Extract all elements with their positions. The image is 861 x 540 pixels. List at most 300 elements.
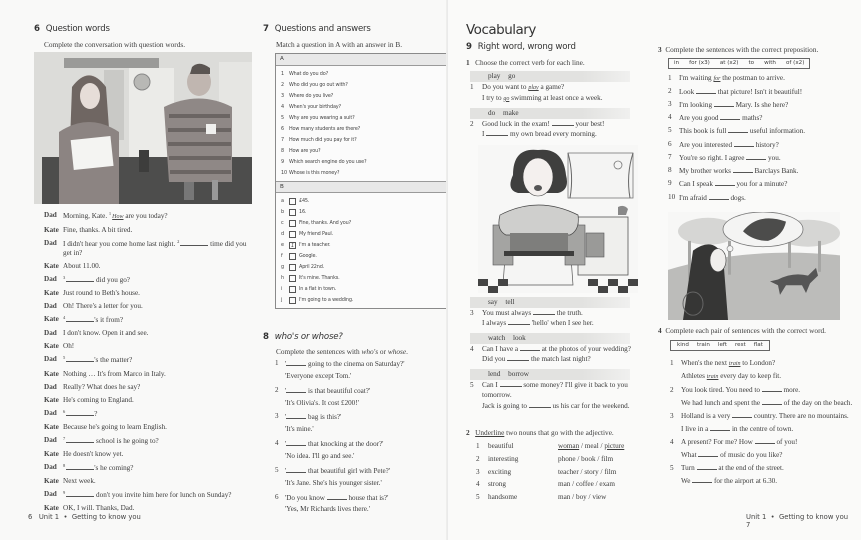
item-number: 2 [668, 86, 672, 95]
item-number: 1 [275, 359, 279, 367]
answer-checkbox[interactable] [289, 198, 296, 205]
line-text: in the centre of town. [730, 425, 794, 434]
gap-number: 6 [63, 408, 66, 414]
preposition-sentences [668, 74, 858, 206]
answer-blank[interactable] [697, 463, 717, 470]
line-text: you. [766, 153, 781, 162]
page-footer-left [28, 513, 141, 521]
dialogue-line [44, 239, 254, 258]
speaker: Dad [44, 490, 57, 499]
response-text: 'No idea. I'll go and see.' [285, 452, 355, 461]
part-number: 3 [658, 45, 662, 54]
speaker: Dad [44, 436, 57, 444]
line-text: Mary. Is she here? [733, 101, 789, 110]
answer-blank[interactable] [66, 463, 94, 470]
line-text: My brother works [679, 167, 733, 176]
dialogue-line [44, 383, 254, 392]
line-text: I'm waiting [679, 74, 714, 82]
preposition-sentence [668, 166, 858, 176]
answer-blank[interactable] [285, 439, 306, 449]
gap-number: 8 [63, 463, 66, 469]
question-text: that knocking at the door?' [306, 440, 384, 449]
question-text: that beautiful girl with Pete?' [306, 466, 391, 475]
dialogue-line [44, 355, 254, 365]
noun-option[interactable]: man [558, 493, 571, 502]
question-item [281, 80, 445, 91]
answer-text: In a flat in town. [299, 286, 337, 292]
answer-blank[interactable] [486, 129, 508, 136]
question-text: is that beautiful coat?' [306, 386, 371, 395]
answer-checkbox[interactable] [289, 209, 296, 216]
dialogue-line [44, 409, 254, 419]
line-text: the truth. [555, 309, 583, 317]
answer-checkbox[interactable] [289, 220, 296, 227]
instruction-text: Complete the sentences with [276, 347, 362, 356]
answer-text: It's mine. Thanks. [299, 275, 340, 281]
noun-option[interactable]: picture [604, 442, 625, 450]
adjective-row: 2 interesting phone / book / film [476, 455, 646, 468]
answer-blank[interactable] [507, 354, 529, 361]
answer-blank[interactable] [500, 380, 522, 387]
filled-answer: train [728, 361, 741, 367]
noun-option[interactable]: teacher [558, 467, 579, 476]
instruction-text: two nouns that go with the adjective. [504, 428, 614, 437]
instruction-text: Choose the correct verb for each line. [475, 58, 585, 67]
item-number: 1 [668, 74, 672, 82]
exercise-number: 6 [34, 24, 40, 34]
filled-answer: How [112, 214, 124, 220]
item-number: 3 [281, 93, 284, 99]
question-item [281, 146, 445, 157]
word-chip: say tell [470, 297, 630, 308]
answer-blank[interactable] [66, 315, 94, 322]
line-text: I always [482, 319, 508, 328]
line-text: the match last night? [529, 355, 591, 364]
noun-option[interactable]: boy [575, 493, 587, 502]
ex8-item [275, 439, 445, 464]
scared-woman-dog-illustration [668, 212, 840, 320]
question-item [281, 91, 445, 102]
speaker: Kate [44, 342, 59, 351]
line-text: Athletes [681, 372, 707, 381]
answer-blank[interactable] [66, 436, 94, 443]
line-text: to London? [740, 359, 776, 367]
part-4-instruction [658, 326, 826, 335]
answer-blank[interactable] [733, 166, 753, 173]
answer-blank[interactable] [286, 466, 306, 473]
baking-woman-illustration [478, 145, 638, 293]
speaker: Kate [44, 422, 59, 431]
section-title: Vocabulary [466, 22, 536, 38]
answer-blank[interactable] [732, 411, 752, 418]
word-option: kind [677, 342, 689, 348]
verb-line [470, 129, 645, 139]
baker-icon [478, 145, 638, 293]
answer-blank[interactable] [734, 140, 754, 147]
line-text: Can I [482, 381, 500, 389]
item-number: 3 [668, 100, 672, 109]
item-number: 7 [668, 152, 672, 161]
noun-option[interactable]: view [592, 493, 607, 502]
dialogue-line [44, 302, 254, 311]
answer-blank[interactable] [762, 398, 782, 405]
gap-number: 9 [63, 490, 66, 496]
part-number: 2 [466, 428, 470, 437]
item-letter: g [281, 264, 284, 270]
exercise-9-heading [466, 42, 576, 53]
item-number: 4 [281, 104, 284, 110]
adjective-table [476, 442, 646, 506]
instruction-word: whose [387, 347, 407, 356]
answer-blank[interactable] [286, 359, 306, 366]
item-number: 2 [275, 385, 279, 394]
item-number: 6 [668, 139, 672, 148]
line-text: some money? I'll give it back to you tomorrow. [482, 381, 628, 400]
exercise-7-heading [263, 24, 371, 35]
adjective-row: 1 beautiful woman / meal / picture [476, 442, 646, 455]
adjective: handsome [488, 493, 518, 502]
word-chip: watch look [470, 333, 630, 344]
answer-text: £45. [299, 198, 310, 204]
item-number: 2 [476, 454, 480, 463]
item-number: 4 [275, 439, 279, 448]
page-number: 7 [746, 521, 751, 530]
noun-option[interactable]: exam [599, 480, 615, 489]
answer-text: Google. [299, 253, 317, 259]
gap-number: 5 [63, 355, 66, 361]
dialogue-line [44, 423, 254, 432]
exercise-7-instruction: Match a question in A with an answer in B. [276, 40, 403, 49]
speaker: Kate [44, 288, 59, 297]
line-text: Jack is going to [482, 401, 529, 410]
instruction-text: Complete the sentences with the correct preposition. [665, 45, 819, 54]
page-number: 6 [28, 513, 33, 521]
item-number: 3 [476, 467, 480, 476]
answer-blank[interactable] [728, 126, 748, 133]
line-text: did you go? [94, 275, 130, 284]
item-letter: a [281, 198, 284, 204]
answer-blank[interactable] [508, 318, 530, 325]
line-text: Fine, thanks. A bit tired. [63, 225, 133, 234]
dialogue-line [44, 262, 254, 271]
answer-blank[interactable] [66, 490, 94, 497]
noun-option[interactable]: coffee [575, 480, 594, 489]
preposition-sentence [668, 100, 858, 110]
speaker: Kate [44, 315, 59, 324]
kitchen-photo-icon [34, 52, 252, 204]
word-option: train [696, 342, 710, 348]
answer-blank[interactable] [720, 113, 740, 120]
speaker: Dad [44, 382, 57, 391]
ex8-item [275, 386, 445, 411]
answer-blank[interactable] [327, 493, 347, 500]
verb-line [470, 119, 645, 129]
response-text: 'It's Jane. She's his younger sister.' [285, 478, 382, 487]
line-text: 's the matter? [94, 356, 133, 365]
exercise-title: Question words [45, 24, 110, 34]
ex8-item [275, 359, 445, 384]
answer-blank[interactable] [180, 239, 208, 246]
answer-blank[interactable] [533, 308, 555, 315]
line-text: at the photos of your wedding? [539, 345, 631, 353]
answer-item [281, 284, 445, 295]
item-number: 5 [275, 465, 279, 474]
line-text: Are you good [679, 114, 721, 123]
line-text: of the day on the beach. [781, 398, 853, 407]
dialogue-line [44, 436, 254, 446]
preposition-option: with [764, 60, 776, 66]
question-text: Why are you wearing a suit? [289, 115, 355, 121]
line-text: country. There are no mountains. [752, 411, 849, 420]
response-text: 'Everyone except Tom.' [285, 371, 352, 380]
line-text: Oh! [63, 342, 75, 351]
exercise-8-heading [263, 332, 343, 343]
question-text: house that is?' [346, 493, 389, 502]
answer-blank[interactable] [286, 386, 306, 393]
item-number: 3 [670, 411, 674, 420]
answer-blank[interactable] [696, 87, 716, 94]
dialogue-line [44, 463, 254, 473]
word-pairs [670, 358, 855, 489]
photo-kate-and-dad [34, 52, 252, 204]
response-text: 'It's mine.' [285, 425, 314, 434]
item-number: 6 [275, 492, 279, 501]
answer-item [281, 262, 445, 273]
question-text: Whose is this money? [289, 170, 340, 176]
verb-group [470, 297, 650, 329]
question-item [281, 124, 445, 135]
speaker: Kate [44, 450, 59, 459]
question-text: Who did you go out with? [289, 82, 348, 88]
line-text: About 11.00. [63, 261, 101, 270]
answer-checkbox[interactable] [289, 231, 296, 238]
answer-blank[interactable] [746, 153, 766, 160]
item-number: 8 [668, 166, 672, 175]
answer-item [281, 229, 445, 240]
answer-blank[interactable] [714, 100, 734, 107]
line-text: maths? [740, 114, 763, 123]
answer-blank[interactable] [552, 119, 574, 126]
word-option: left [717, 342, 727, 348]
speaker: Dad [44, 355, 57, 364]
exercise-title: who's or whose? [274, 332, 343, 342]
answer-blank[interactable] [520, 344, 540, 351]
line-text: Look [679, 87, 696, 96]
exercise-number: 7 [263, 24, 269, 34]
line-text: Do you want to [482, 83, 529, 91]
answer-blank[interactable] [710, 424, 730, 431]
speaker: Kate [44, 477, 59, 486]
ex8-list [275, 359, 445, 519]
dialogue-line [44, 370, 254, 379]
line-text: You must always [482, 309, 533, 317]
word-option: rest [734, 342, 746, 348]
verb-line [470, 401, 648, 411]
dialogue-line [44, 342, 254, 351]
dog-fear-icon [668, 212, 840, 320]
answer-checkbox[interactable]: 1 [290, 243, 295, 249]
bullet-separator: • [770, 513, 775, 521]
instruction-text: . [406, 347, 408, 356]
line-text: of music do you like? [718, 451, 783, 460]
filled-answer: train [706, 374, 719, 381]
answers-list [276, 193, 449, 308]
line-text: Morning, Kate. [63, 212, 109, 220]
part-2-instruction [466, 428, 614, 437]
answer-text: I'm going to a wedding. [299, 297, 354, 303]
item-letter: f [281, 253, 283, 259]
line-text: more. [781, 385, 801, 394]
line-text: Did you [482, 355, 508, 364]
answer-blank[interactable] [66, 275, 94, 282]
item-number: 10 [668, 192, 676, 201]
noun-option[interactable]: story [584, 467, 599, 476]
answer-blank[interactable] [285, 412, 306, 422]
line-text: We [681, 477, 693, 486]
item-number: 4 [476, 480, 480, 489]
exercise-title: Right word, wrong word [477, 42, 576, 52]
item-letter: i [281, 286, 283, 292]
answer-blank[interactable] [698, 450, 718, 457]
answer-checkbox[interactable] [289, 286, 296, 293]
line-text: Can I speak [679, 180, 715, 189]
line-text: your best! [573, 120, 605, 128]
item-letter: b [281, 209, 284, 215]
item-number: 3 [275, 412, 279, 421]
preposition-option: in [674, 60, 680, 66]
item-number: 5 [668, 126, 672, 135]
dialogue-line [44, 275, 254, 285]
speaker: Dad [44, 302, 57, 311]
preposition-sentence [668, 126, 858, 136]
line-text: He doesn't know yet. [63, 450, 124, 459]
line-text: for the airport at 6.30. [712, 477, 778, 486]
item-letter: j [281, 297, 283, 303]
speaker: Kate [44, 261, 59, 270]
answer-checkbox[interactable] [289, 297, 296, 304]
answer-item [281, 196, 445, 207]
dialogue-line [44, 289, 254, 298]
speaker: Dad [44, 238, 57, 247]
column-b-header: B [276, 181, 449, 193]
instruction-word: who's [361, 347, 379, 356]
speaker: Kate [44, 504, 59, 513]
verb-group [470, 108, 645, 140]
question-text: Which search engine do you use? [289, 159, 367, 165]
item-number: 5 [476, 493, 480, 502]
item-number: 9 [281, 159, 284, 165]
answer-blank[interactable] [66, 409, 94, 416]
dialogue [44, 211, 254, 518]
item-number: 8 [281, 148, 284, 154]
answer-checkbox[interactable] [289, 264, 296, 271]
answer-text: My friend Paul. [299, 231, 334, 237]
word-chip: do make [470, 108, 630, 119]
item-number: 1 [670, 359, 674, 367]
questions-list [276, 66, 449, 181]
line-text: you for a minute? [734, 180, 788, 189]
verb-group [470, 369, 648, 411]
question-item [281, 69, 445, 80]
noun-option[interactable]: film [601, 454, 614, 463]
verb-line [470, 354, 652, 364]
answer-checkbox[interactable] [289, 253, 296, 260]
answer-checkbox[interactable] [289, 275, 296, 282]
part-number: 4 [658, 326, 662, 335]
answer-item [281, 273, 445, 284]
answer-blank[interactable] [66, 355, 94, 362]
line-text: When's the next [681, 359, 729, 367]
line-text: We had lunch and spent the [681, 398, 762, 407]
instruction-text: Complete each pair of sentences with the correct word. [665, 326, 826, 335]
preposition-option: to [748, 60, 755, 66]
noun-option[interactable]: meal [584, 442, 599, 450]
adjective-row: 5 handsome man / boy / view [476, 493, 646, 506]
response-text: 'It's Olivia's. It cost £200!' [285, 398, 359, 407]
answer-blank[interactable] [762, 385, 782, 392]
noun-option[interactable]: film [604, 467, 617, 476]
answer-blank[interactable] [709, 193, 729, 200]
preposition-sentence [668, 179, 858, 189]
gap-number: 1 [108, 211, 112, 216]
speaker: Kate [44, 369, 59, 378]
noun-option[interactable]: book [581, 454, 596, 463]
line-text: Just round to Beth's house. [63, 288, 140, 297]
noun-option[interactable]: phone [558, 454, 576, 463]
answer-blank[interactable] [715, 179, 735, 186]
noun-option[interactable]: woman [558, 442, 580, 450]
word-pair [670, 437, 855, 460]
preposition-option: for (x3) [689, 60, 710, 66]
line-text: don't you invite him here for lunch on Sunday? [94, 491, 232, 500]
preposition-box [668, 58, 810, 69]
answer-blank[interactable] [692, 476, 712, 483]
question-text: going to the cinema on Saturday?' [306, 360, 405, 368]
line-text: useful information. [748, 127, 806, 136]
line-text: Because he's going to learn English. [63, 422, 167, 431]
line-text: Holland is a very [681, 411, 733, 420]
line-text: You're so right. I agree [679, 153, 747, 162]
answer-blank[interactable] [755, 437, 775, 444]
filled-answer: go [503, 95, 510, 102]
answer-item [281, 218, 445, 229]
gap-number: 4 [63, 315, 66, 321]
answer-item [281, 207, 445, 218]
unit-label: Unit 1 [746, 513, 767, 521]
line-text: a game? [538, 83, 565, 91]
line-text: I'm looking [679, 101, 714, 110]
item-letter: e [281, 242, 284, 248]
dialogue-line [44, 226, 254, 235]
preposition-sentence [668, 153, 858, 163]
item-number: 5 [281, 115, 284, 121]
verb-line [470, 344, 652, 354]
line-text: A present? For me? How [681, 438, 755, 447]
gap-number: 7 [63, 436, 66, 441]
line-text: time did you get in? [63, 239, 247, 257]
answer-text: Fine, thanks. And you? [299, 220, 352, 226]
verb-line [470, 318, 650, 328]
line-text: He's coming to England. [63, 395, 134, 404]
word-pair [670, 411, 855, 434]
line-text: 's it from? [94, 316, 124, 325]
item-number: 7 [281, 137, 284, 143]
answer-blank[interactable] [529, 401, 551, 408]
dialogue-line [44, 211, 254, 222]
answer-item [281, 295, 445, 306]
item-number: 3 [470, 309, 474, 317]
noun-option[interactable]: man [558, 480, 571, 489]
